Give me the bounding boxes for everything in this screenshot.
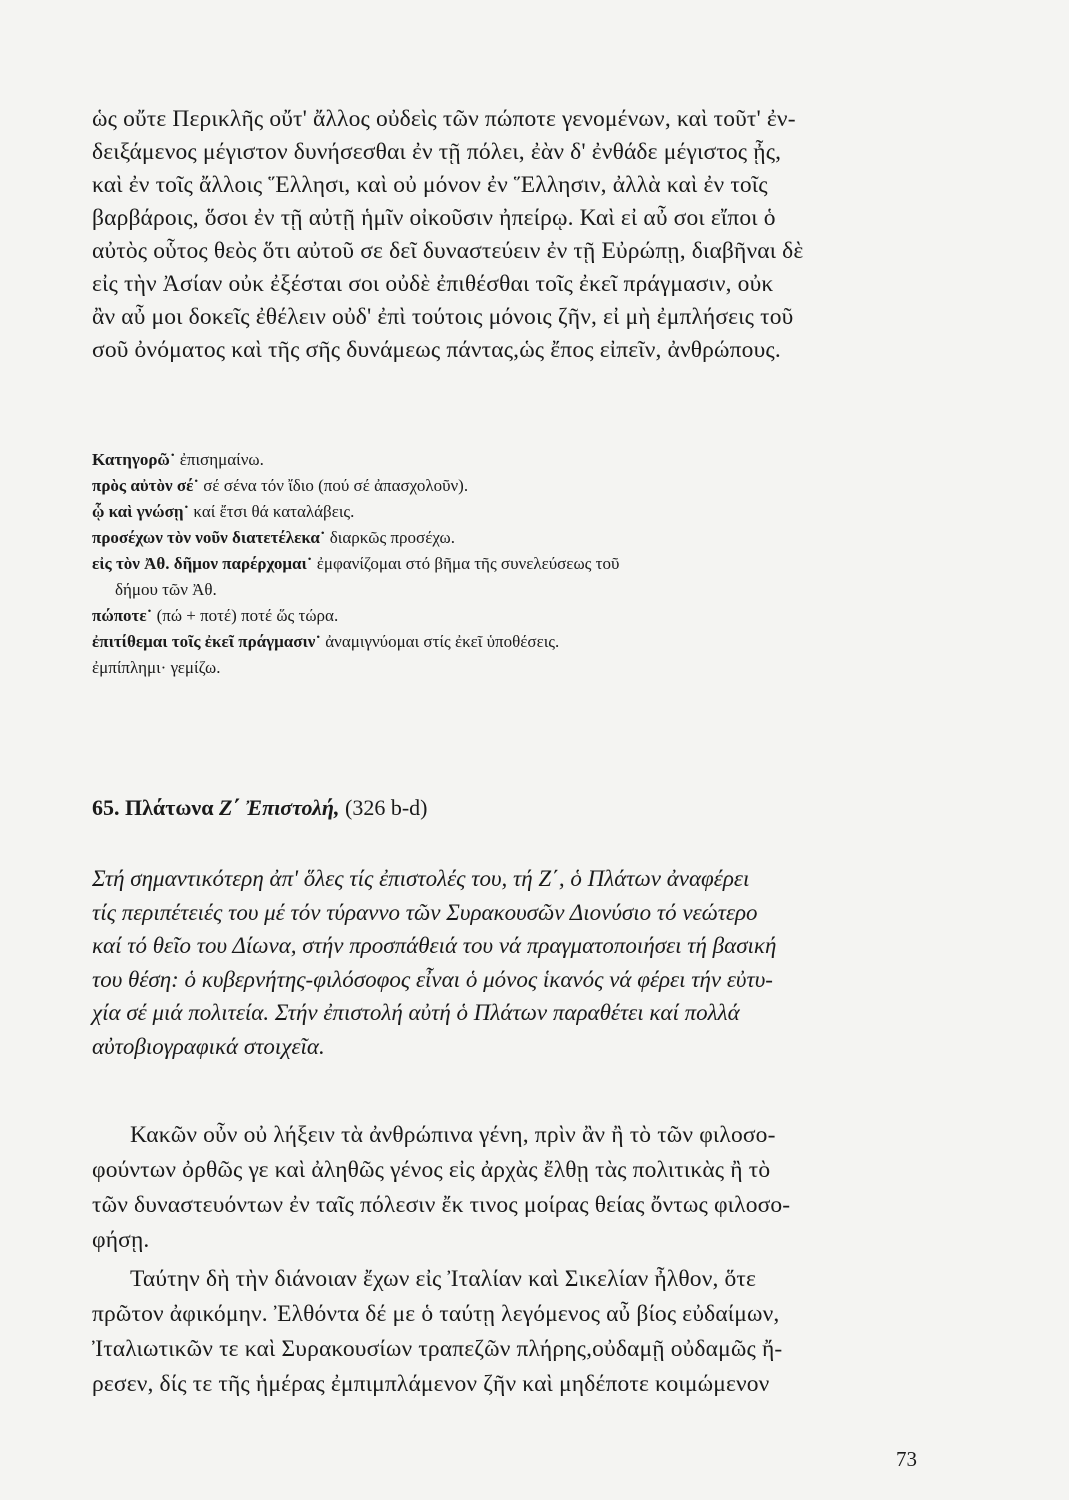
paragraph-line: τῶν δυναστευόντων ἐν ταῖς πόλεσιν ἔκ τινος μοίρας θείας ὄντως φιλοσο- [92, 1192, 791, 1218]
paragraph-line: Ἰταλιωτικῶν τε καὶ Συρακουσίων τραπεζῶν πλήρης,οὐδαμῇ οὐδαμῶς ἤ- [92, 1336, 783, 1362]
greek-paragraph-1 [92, 1118, 932, 1258]
glossary-definition: (πώ + ποτέ) ποτέ ὥς τώρα. [152, 606, 339, 625]
glossary-term: ᾧ καὶ γνώσῃ˙ [92, 502, 190, 521]
glossary-entry [92, 629, 932, 655]
glossary-entry [92, 499, 932, 525]
glossary [92, 447, 932, 681]
intro-line: τίς περιπέτειές του μέ τόν τύραννο τῶν Συρακουσῶν Διονύσιο τό νεώτερο [92, 899, 758, 925]
glossary-definition: ἐμπίπλημι· γεμίζω. [92, 658, 221, 677]
intro-line: χία σέ μιά πολιτεία. Στήν ἐπιστολή αὐτή ὁ Πλάτων παραθέτει καί πολλά [92, 1000, 740, 1026]
section-title: Ζ΄ Ἐπιστολή, [219, 795, 340, 820]
paragraph-line: φήσῃ. [92, 1227, 150, 1253]
section-reference: (326 b-d) [339, 795, 428, 820]
text-line: ἂν αὖ μοι δοκεῖς ἐθέλειν οὐδ' ἐπὶ τούτοις μόνοις ζῆν, εἰ μὴ ἐμπλήσεις τοῦ [92, 304, 794, 330]
glossary-definition: σέ σένα τόν ἴδιο (πού σέ ἀπασχολοῦν). [199, 476, 469, 495]
text-line: δειξάμενος μέγιστον δυνήσεσθαι ἐν τῇ πόλει, ἐὰν δ' ἐνθάδε μέγιστος ᾖς, [92, 139, 782, 165]
intro-line: καί τό θεῖο του Δίωνα, στήν προσπάθειά του νά πραγματοποιήσει τή βασική [92, 933, 777, 959]
glossary-term: Κατηγορῶ˙ [92, 450, 176, 469]
text-line: εἰς τὴν Ἀσίαν οὐκ ἐξέσται σοι οὐδὲ ἐπιθέσθαι τοῖς ἐκεῖ πράγμασιν, οὐκ [92, 271, 774, 297]
glossary-definition: ἐμφανίζομαι στό βῆμα τῆς συνελεύσεως τοῦ [312, 554, 620, 573]
text-line: ὡς οὔτε Περικλῆς οὔτ' ἄλλος οὐδεὶς τῶν πώποτε γενομένων, καὶ τοῦτ' ἐν- [92, 106, 796, 132]
glossary-term: πρὸς αὐτὸν σέ˙ [92, 476, 199, 495]
main-greek-text [92, 103, 932, 367]
glossary-definition: διαρκῶς προσέχω. [325, 528, 455, 547]
paragraph-line: ρεσεν, δίς τε τῆς ἡμέρας ἐμπιμπλάμενον ζῆν καὶ μηδέποτε κοιμώμενον [92, 1371, 770, 1397]
glossary-term: ἐπιτίθεμαι τοῖς ἐκεῖ πράγμασιν˙ [92, 632, 322, 651]
glossary-entry [92, 525, 932, 551]
paragraph-line: Κακῶν οὖν οὐ λήξειν τὰ ἀνθρώπινα γένη, πρὶν ἂν ἢ τὸ τῶν φιλοσο- [130, 1122, 776, 1148]
glossary-definition: δήμου τῶν Ἀθ. [115, 580, 217, 599]
intro-line: αὐτοβιογραφικά στοιχεῖα. [92, 1033, 325, 1059]
glossary-entry [92, 603, 932, 629]
text-line: καὶ ἐν τοῖς ἄλλοις Ἕλλησι, καὶ οὐ μόνον ἐν Ἕλλησιν, ἀλλὰ καὶ ἐν τοῖς [92, 172, 768, 198]
intro-line: του θέση: ὁ κυβερνήτης-φιλόσοφος εἶναι ὁ μόνος ἱκανός νά φέρει τήν εὐτυ- [92, 966, 773, 992]
section-heading [92, 795, 427, 821]
text-line: βαρβάροις, ὅσοι ἐν τῇ αὐτῇ ἡμῖν οἰκοῦσιν ἠπείρῳ. Καὶ εἰ αὖ σοι εἴποι ὁ [92, 205, 776, 231]
glossary-definition: καί ἔτσι θά καταλάβεις. [189, 502, 355, 521]
greek-paragraph-2 [92, 1262, 932, 1402]
glossary-entry-continuation [92, 577, 932, 603]
paragraph-line: πρῶτον ἀφικόμην. Ἐλθόντα δέ με ὁ ταύτῃ λεγόμενος αὖ βίος εὐδαίμων, [92, 1301, 780, 1327]
glossary-entry [92, 473, 932, 499]
intro-line: Στή σημαντικότερη ἀπ' ὅλες τίς ἐπιστολές του, τή Ζ΄, ὁ Πλάτων ἀναφέρει [92, 866, 750, 891]
glossary-entry [92, 447, 932, 473]
glossary-entry [92, 551, 932, 577]
page-number: 73 [896, 1447, 917, 1471]
glossary-term: πώποτε˙ [92, 606, 153, 625]
text-line: σοῦ ὀνόματος καὶ τῆς σῆς δυνάμεως πάντας,ὡς ἔπος εἰπεῖν, ἀνθρώπους. [92, 337, 781, 363]
glossary-term: εἰς τὸν Ἀθ. δῆμον παρέρχομαι˙ [92, 554, 313, 573]
glossary-entry [92, 655, 932, 681]
text-line: αὐτὸς οὗτος θεὸς ὅτι αὐτοῦ σε δεῖ δυναστεύειν ἐν τῇ Εὐρώπῃ, διαβῆναι δὲ [92, 238, 804, 264]
paragraph-line: φούντων ὀρθῶς γε καὶ ἀληθῶς γένος εἰς ἀρχὰς ἔλθῃ τὰς πολιτικὰς ἢ τὸ [92, 1157, 771, 1183]
glossary-term: προσέχων τὸν νοῦν διατετέλεκα˙ [92, 528, 326, 547]
section-number: 65. Πλάτωνα [92, 795, 220, 820]
glossary-definition: ἀναμιγνύομαι στίς ἐκεῖ ὑποθέσεις. [321, 632, 560, 651]
italic-introduction [92, 862, 932, 1064]
paragraph-line: Ταύτην δὴ τὴν διάνοιαν ἔχων εἰς Ἰταλίαν καὶ Σικελίαν ἦλθον, ὅτε [130, 1266, 757, 1292]
glossary-definition: ἐπισημαίνω. [175, 450, 264, 469]
